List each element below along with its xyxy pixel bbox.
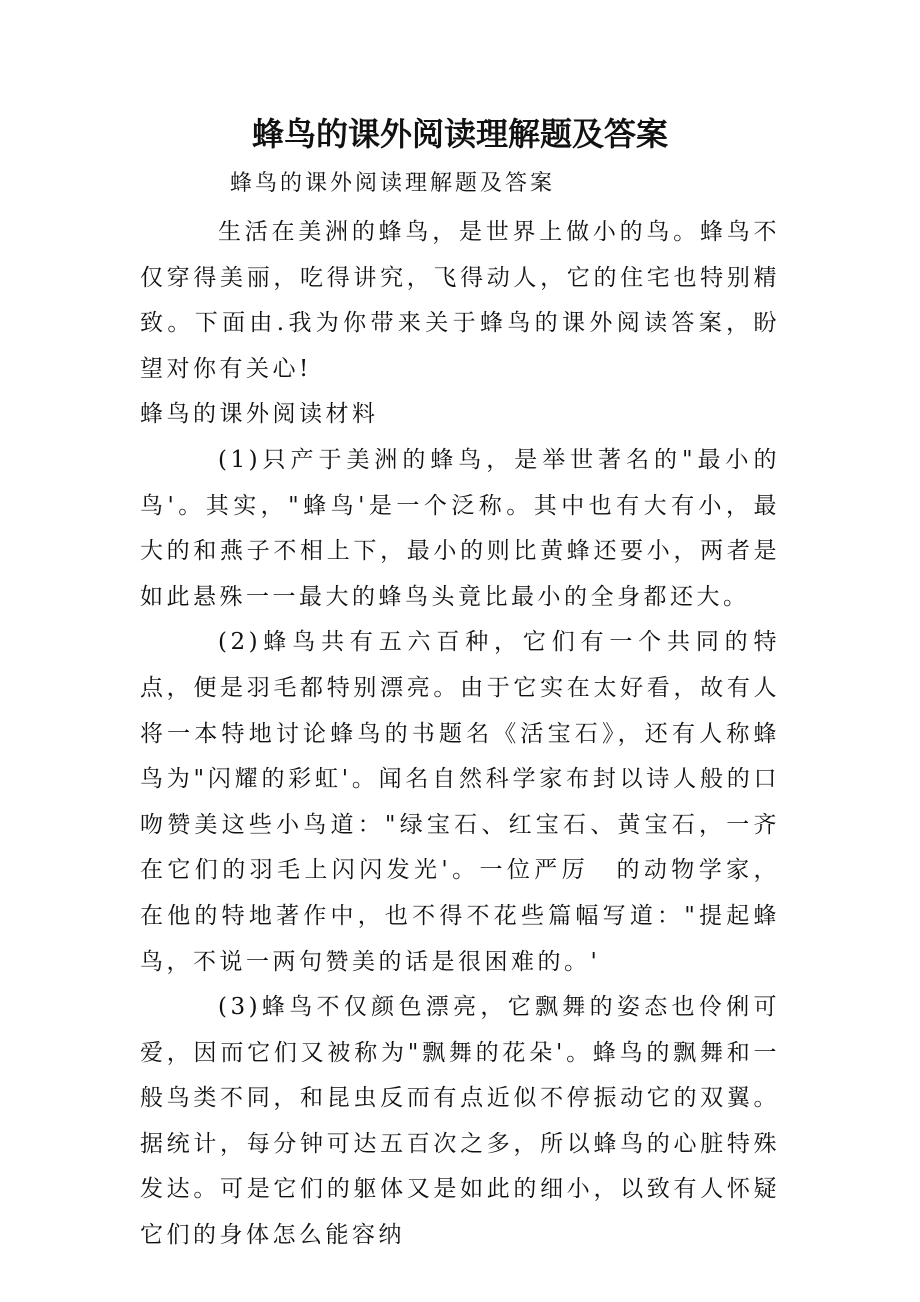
paragraph-2: (2)蜂鸟共有五六百种，它们有一个共同的特点，便是羽毛都特别漂亮。由于它实在太好看，故有人将一本特地讨论蜂鸟的书题名《活宝石》，还有人称蜂鸟为"闪耀的彩虹'。闻名自然科学家布封以诗人般的口吻赞美这些小鸟道："绿宝石、红宝石、黄宝石，一齐在它们的羽毛上闪闪发光'。一位严厉 的动物学家，在他的特地著作中，也不得不花些篇幅写道："提起蜂鸟，不说一两句赞美的话是很困难的。' [140, 629, 780, 975]
document-title: 蜂鸟的课外阅读理解题及答案 [251, 115, 668, 153]
document-subtitle: 蜂鸟的课外阅读理解题及答案 [230, 171, 556, 196]
section-heading: 蜂鸟的课外阅读材料 [140, 401, 379, 428]
paragraph-1: (1)只产于美洲的蜂鸟，是举世著名的"最小的鸟'。其实，"蜂鸟'是一个泛称。其中也有大有小，最大的和燕子不相上下，最小的则比黄蜂还要小，两者是如此悬殊一一最大的蜂鸟头竟比最小的全身都还大。 [140, 446, 780, 610]
document-body [140, 210, 780, 1259]
intro-paragraph: 生活在美洲的蜂鸟，是世界上做小的鸟。蜂鸟不仅穿得美丽，吃得讲究，飞得动人，它的住宅也特别精致。下面由.我为你带来关于蜂鸟的课外阅读答案，盼望对你有关心! [140, 219, 780, 382]
paragraph-3: (3)蜂鸟不仅颜色漂亮，它飘舞的姿态也伶俐可爱，因而它们又被称为"飘舞的花朵'。蜂鸟的飘舞和一般鸟类不同，和昆虫反而有点近似不停振动它的双翼。据统计，每分钟可达五百次之多，所以蜂鸟的心脏特殊发达。可是它们的躯体又是如此的细小，以致有人怀疑它们的身体怎么能容纳 [140, 994, 780, 1249]
